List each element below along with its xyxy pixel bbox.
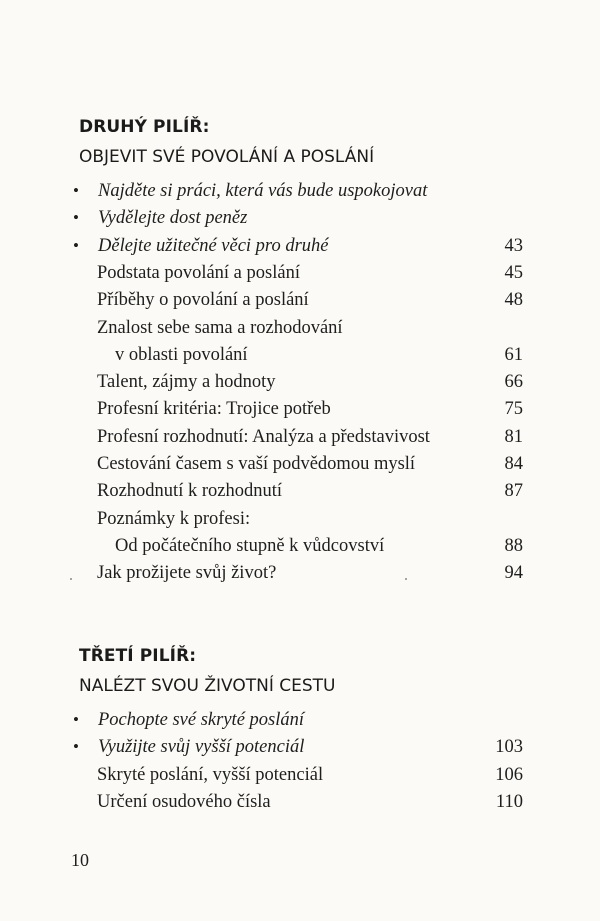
toc-entry-title: Podstata povolání a poslání <box>97 262 300 283</box>
toc-entry-page-number: 88 <box>504 535 523 556</box>
toc-entry-page-number: 48 <box>504 290 523 311</box>
toc-entry <box>0 536 600 563</box>
toc-entry <box>0 345 600 372</box>
toc-entry-page-number: 84 <box>504 454 523 474</box>
toc-entry <box>0 765 600 792</box>
toc-entry-page-number: 45 <box>504 262 523 283</box>
toc-entry <box>0 318 600 345</box>
toc-entry <box>0 263 600 290</box>
scan-speck <box>70 578 72 580</box>
section-label: DRUHÝ PILÍŘ: <box>79 117 210 137</box>
toc-entry <box>0 181 600 208</box>
bullet-icon: • <box>73 737 79 757</box>
toc-entry-title: Pochopte své skryté poslání <box>98 710 305 730</box>
toc-entry <box>0 399 600 426</box>
toc-entry-title: Profesní rozhodnutí: Analýza a představivost <box>97 426 430 447</box>
toc-entry-title: Cestování časem s vaší podvědomou myslí <box>97 454 416 474</box>
toc-entry <box>0 710 600 737</box>
bullet-icon: • <box>73 710 79 729</box>
toc-entry <box>0 509 600 536</box>
toc-entry-title: v oblasti povolání <box>115 344 248 365</box>
toc-entry-title: Najděte si práci, která vás bude uspokojovat <box>98 181 428 201</box>
toc-entry-title: Využijte svůj vyšší potenciál <box>98 737 305 758</box>
toc-entry-title: Poznámky k profesi: <box>97 508 251 529</box>
toc-entry-page-number: 106 <box>495 764 523 785</box>
toc-entry-title: Příběhy o povolání a poslání <box>97 290 309 311</box>
toc-entry <box>0 290 600 317</box>
toc-entry-page-number: 66 <box>504 372 523 393</box>
toc-entry-page-number: 87 <box>504 481 523 502</box>
toc-entry <box>0 792 600 819</box>
section-label: TŘETÍ PILÍŘ: <box>79 646 197 666</box>
toc-entry-page-number: 81 <box>504 426 523 447</box>
toc-entry-page-number: 75 <box>504 399 523 420</box>
scan-speck <box>405 578 407 580</box>
toc-entry-page-number: 94 <box>504 563 523 584</box>
toc-entry <box>0 372 600 399</box>
toc-entry <box>0 454 600 481</box>
toc-entry-title: Od počátečního stupně k vůdcovství <box>115 535 385 556</box>
bullet-icon: • <box>73 181 79 200</box>
toc-entry-title: Talent, zájmy a hodnoty <box>97 372 276 393</box>
toc-entry-page-number: 61 <box>504 344 523 365</box>
bullet-icon: • <box>73 235 79 255</box>
toc-entry <box>0 427 600 454</box>
page-number: 10 <box>71 850 89 870</box>
section-title: OBJEVIT SVÉ POVOLÁNÍ A POSLÁNÍ <box>79 147 375 167</box>
toc-entry <box>0 481 600 508</box>
toc-entry-title: Rozhodnutí k rozhodnutí <box>97 481 282 502</box>
toc-entry-title: Určení osudového čísla <box>97 791 271 812</box>
toc-entry-title: Profesní kritéria: Trojice potřeb <box>97 399 331 420</box>
toc-entry-page-number: 103 <box>495 737 523 758</box>
toc-entry <box>0 737 600 764</box>
section-title: NALÉZT SVOU ŽIVOTNÍ CESTU <box>79 676 336 696</box>
toc-entry-page-number: 110 <box>495 791 523 812</box>
toc-entry-title: Jak prožijete svůj život? <box>97 563 277 584</box>
toc-entry <box>0 236 600 263</box>
toc-entry-title: Vydělejte dost peněz <box>98 208 248 229</box>
toc-entry <box>0 563 600 590</box>
toc-entry <box>0 208 600 235</box>
toc-entry-page-number: 43 <box>504 235 523 256</box>
toc-entry-title: Znalost sebe sama a rozhodování <box>97 317 343 338</box>
toc-entry-title: Dělejte užitečné věci pro druhé <box>98 235 329 256</box>
bullet-icon: • <box>73 208 79 228</box>
toc-entry-title: Skryté poslání, vyšší potenciál <box>97 764 324 785</box>
